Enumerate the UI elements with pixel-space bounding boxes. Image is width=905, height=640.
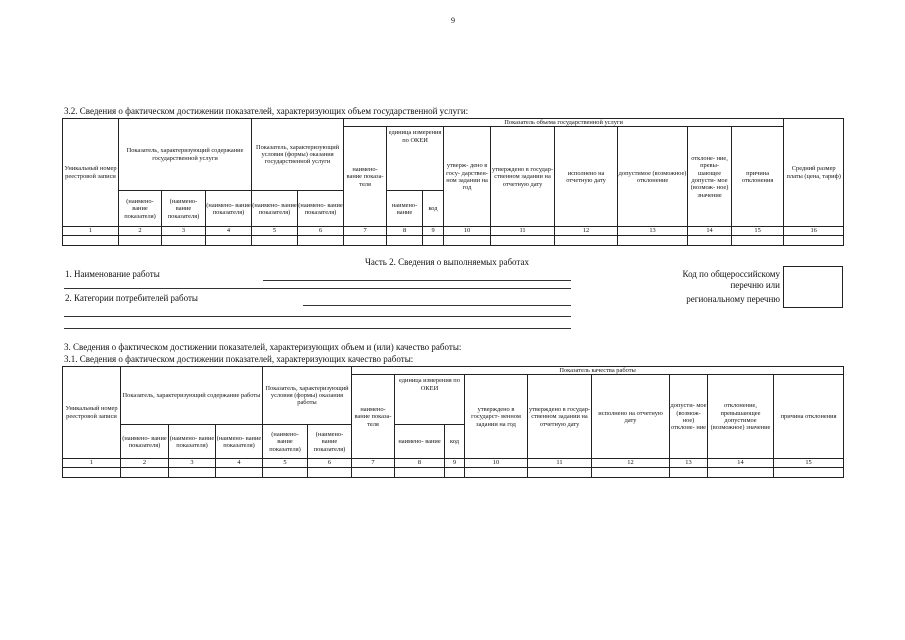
- column-number: 5: [252, 227, 298, 235]
- empty-cell: [63, 235, 119, 245]
- header-approved-date: утверждено в государ- ственном задании на отчетную дату: [528, 375, 592, 459]
- header-unit: единица измерения по ОКЕИ: [395, 375, 465, 425]
- column-number: 11: [528, 459, 592, 467]
- empty-cell: [555, 235, 618, 245]
- header-reason: причина отклонения: [732, 127, 784, 227]
- header-volume: Показатель объема государственной услуги: [344, 119, 784, 127]
- code-label-line1: Код по общероссийскому: [682, 269, 780, 279]
- header-sub: (наимено- вание показателя): [121, 425, 169, 459]
- column-number: 2: [119, 227, 162, 235]
- header-quality: Показатель качества работы: [352, 367, 844, 375]
- header-conditions: Показатель, характеризующий условия (формы) оказания работы: [263, 367, 352, 425]
- empty-cell: [688, 235, 732, 245]
- header-unit-name: наимено- вание: [387, 191, 423, 227]
- part2-title: Часть 2. Сведения о выполняемых работах: [365, 257, 529, 267]
- header-deviation-over: отклонение, превышающее допустимое (возможное) значение: [708, 375, 774, 459]
- header-executed: исполнено на отчетную дату: [555, 127, 618, 227]
- header-content: Показатель, характеризующий содержание государственной услуги: [119, 119, 252, 191]
- column-number: 13: [618, 227, 688, 235]
- column-number: 7: [352, 459, 395, 467]
- empty-cell: [387, 235, 423, 245]
- column-number: 9: [445, 459, 465, 467]
- empty-cell: [344, 235, 387, 245]
- header-sub: (наимено- вание показателя): [308, 425, 352, 459]
- column-number: 3: [162, 227, 206, 235]
- header-conditions: Показатель, характеризующий условия (формы) оказания государственной услуги: [252, 119, 344, 191]
- empty-cell: [352, 467, 395, 477]
- empty-cell: [263, 467, 308, 477]
- column-number: 9: [423, 227, 444, 235]
- empty-cell: [63, 467, 121, 477]
- empty-cell: [216, 467, 263, 477]
- header-avg-price: Средний размер платы (цена, тариф): [784, 119, 844, 227]
- column-number: 3: [169, 459, 216, 467]
- column-number: 15: [732, 227, 784, 235]
- column-number: 1: [63, 227, 119, 235]
- quality-table: [62, 366, 844, 478]
- header-sub: (наимено- вание показателя): [162, 191, 206, 227]
- column-number: 8: [387, 227, 423, 235]
- empty-cell: [491, 235, 555, 245]
- header-approved-year: утверж- дено в госу- дарствен- ном задании на год: [444, 127, 491, 227]
- header-allowed: допусти- мое (возмож- ное) отклоне- ние: [670, 375, 708, 459]
- fill-line: [303, 305, 571, 306]
- fill-line: [64, 328, 571, 329]
- column-number: 11: [491, 227, 555, 235]
- code-label-line2: перечню или: [730, 280, 780, 290]
- header-allowed: допустимое (возможное) отклонение: [618, 127, 688, 227]
- header-content: Показатель, характеризующий содержание работы: [121, 367, 263, 425]
- empty-cell: [206, 235, 252, 245]
- header-sub: (наимено- вание показателя): [263, 425, 308, 459]
- empty-cell: [465, 467, 528, 477]
- fill-line: [64, 316, 571, 317]
- header-unique: Уникальный номер реестровой записи: [63, 367, 121, 459]
- fill-line: [64, 288, 571, 289]
- empty-cell: [618, 235, 688, 245]
- empty-cell: [528, 467, 592, 477]
- header-indicator-name: наимено- вание показа- теля: [344, 127, 387, 227]
- column-number: 10: [465, 459, 528, 467]
- column-number: 15: [774, 459, 844, 467]
- header-deviation-over: отклоне- ние, превы- шающее допусти- мое (возмож- ное) значение: [688, 127, 732, 227]
- header-sub: (наимено- вание показателя): [298, 191, 344, 227]
- header-indicator-name: наимено- вание показа- теля: [352, 375, 395, 459]
- column-number: 13: [670, 459, 708, 467]
- column-number: 6: [298, 227, 344, 235]
- fill-line: [263, 280, 571, 281]
- section-3-title: 3. Сведения о фактическом достижении показателей, характеризующих объем и (или) качество работы:: [64, 342, 462, 352]
- column-number: 1: [63, 459, 121, 467]
- empty-cell: [423, 235, 444, 245]
- empty-cell: [395, 467, 445, 477]
- column-number: 2: [121, 459, 169, 467]
- header-sub: (наимено- вание показателя): [169, 425, 216, 459]
- work-name-label: 1. Наименование работы: [65, 269, 160, 279]
- section-31-title: 3.1. Сведения о фактическом достижении показателей, характеризующих качество работы:: [64, 354, 414, 364]
- column-number: 16: [784, 227, 844, 235]
- header-reason: причина отклонения: [774, 375, 844, 459]
- header-sub: (наимено- вание показателя): [119, 191, 162, 227]
- section-32-title: 3.2. Сведения о фактическом достижении показателей, характеризующих объем государственной услуги:: [64, 106, 469, 116]
- empty-cell: [444, 235, 491, 245]
- column-number: 12: [592, 459, 670, 467]
- header-sub: (наимено- вание показателя): [252, 191, 298, 227]
- column-number: 10: [444, 227, 491, 235]
- empty-cell: [121, 467, 169, 477]
- empty-cell: [169, 467, 216, 477]
- column-number: 8: [395, 459, 445, 467]
- empty-cell: [445, 467, 465, 477]
- column-number: 7: [344, 227, 387, 235]
- empty-cell: [784, 235, 844, 245]
- consumers-label: 2. Категории потребителей работы: [65, 293, 198, 303]
- empty-cell: [308, 467, 352, 477]
- code-label-line3: региональному перечню: [686, 294, 780, 304]
- empty-cell: [708, 467, 774, 477]
- empty-cell: [670, 467, 708, 477]
- column-number: 14: [688, 227, 732, 235]
- empty-cell: [252, 235, 298, 245]
- column-number: 14: [708, 459, 774, 467]
- column-number: 6: [308, 459, 352, 467]
- column-number: 12: [555, 227, 618, 235]
- header-unit-name: наимено- вание: [395, 425, 445, 459]
- column-number: 5: [263, 459, 308, 467]
- page-number: 9: [451, 16, 455, 25]
- header-sub: (наимено- вание показателя): [206, 191, 252, 227]
- empty-cell: [592, 467, 670, 477]
- column-number: 4: [216, 459, 263, 467]
- empty-cell: [774, 467, 844, 477]
- registry-code-box[interactable]: [783, 266, 843, 308]
- empty-cell: [732, 235, 784, 245]
- empty-cell: [298, 235, 344, 245]
- header-code: код: [445, 425, 465, 459]
- header-executed: исполнено на отчетную дату: [592, 375, 670, 459]
- volume-table: [62, 118, 844, 246]
- header-unit: единица измерения по ОКЕИ: [387, 127, 444, 191]
- column-number: 4: [206, 227, 252, 235]
- header-sub: (наимено- вание показателя): [216, 425, 263, 459]
- header-approved-date: утверждено в государ- ственном задании на отчетную дату: [491, 127, 555, 227]
- header-code: код: [423, 191, 444, 227]
- header-approved-year: утверждено в государст- венном задании на год: [465, 375, 528, 459]
- empty-cell: [119, 235, 162, 245]
- empty-cell: [162, 235, 206, 245]
- header-unique: Уникальный номер реестровой записи: [63, 119, 119, 227]
